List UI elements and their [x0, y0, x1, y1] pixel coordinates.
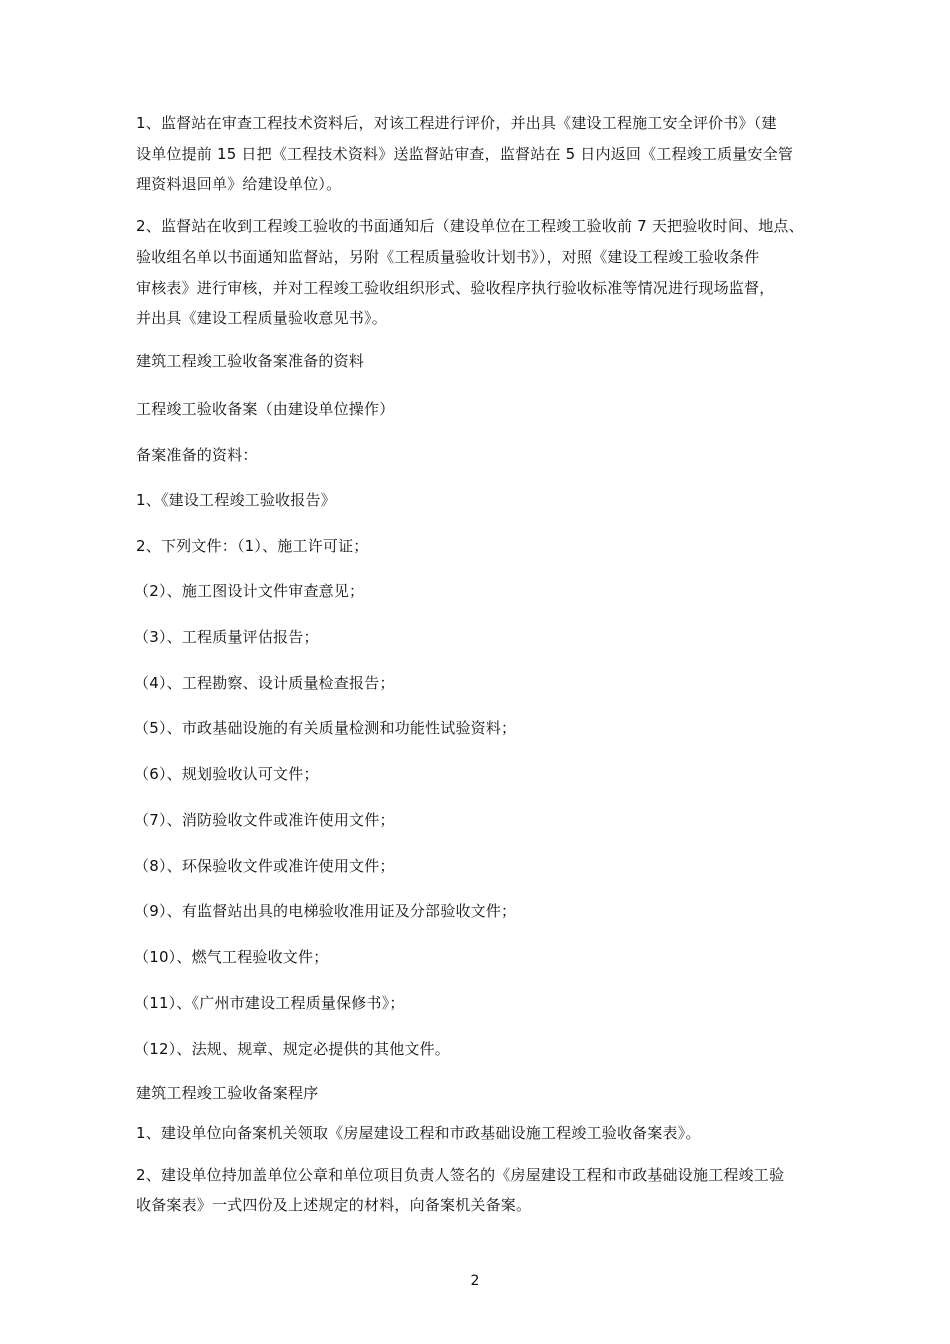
paragraph-1-line-3: 理资料退回单》给建设单位）。 [136, 175, 342, 193]
paragraph-1-line-2: 设单位提前 15 日把《工程技术资料》送监督站审查，监督站在 5 日内返回《工程竣工质量安全管 [136, 145, 794, 163]
list-item: 2、下列文件：（1）、施工许可证； [136, 537, 369, 555]
list-item: （12）、法规、规章、规定必提供的其他文件。 [134, 1040, 450, 1058]
heading-filing-procedure: 建筑工程竣工验收备案程序 [136, 1084, 319, 1102]
list-item: 1、《建设工程竣工验收报告》 [136, 491, 336, 509]
list-item: （9）、有监督站出具的电梯验收准用证及分部验收文件； [134, 902, 517, 920]
list-item: （4）、工程勘察、设计质量检查报告； [134, 674, 395, 692]
procedure-step-1: 1、建设单位向备案机关领取《房屋建设工程和市政基础设施工程竣工验收备案表》。 [136, 1124, 701, 1142]
heading-prepared-materials: 备案准备的资料： [136, 446, 258, 464]
list-item: （5）、市政基础设施的有关质量检测和功能性试验资料； [134, 719, 517, 737]
procedure-step-2-line-2: 收备案表》一式四份及上述规定的材料，向备案机关备案。 [136, 1196, 532, 1214]
page-number: 2 [470, 1273, 480, 1289]
paragraph-2-line-4: 并出具《建设工程质量验收意见书》。 [136, 309, 387, 327]
list-item: （3）、工程质量评估报告； [134, 628, 319, 646]
list-item: （7）、消防验收文件或准许使用文件； [134, 811, 395, 829]
list-item: （10）、燃气工程验收文件； [134, 948, 329, 966]
list-item: （6）、规划验收认可文件； [134, 765, 319, 783]
procedure-step-2-line-1: 2、建设单位持加盖单位公章和单位项目负责人签名的《房屋建设工程和市政基础设施工程竣工验 [136, 1166, 785, 1184]
paragraph-2-line-1: 2、监督站在收到工程竣工验收的书面通知后（建设单位在工程竣工验收前 7 天把验收时间、地点、 [136, 217, 804, 235]
heading-filing-by-builder: 工程竣工验收备案（由建设单位操作） [136, 400, 395, 418]
list-item: （11）、《广州市建设工程质量保修书》； [134, 994, 405, 1012]
paragraph-2-line-2: 验收组名单以书面通知监督站，另附《工程质量验收计划书》），对照《建设工程竣工验收条件 [136, 248, 760, 266]
heading-filing-materials: 建筑工程竣工验收备案准备的资料 [136, 352, 365, 370]
paragraph-1-line-1: 1、监督站在审查工程技术资料后，对该工程进行评价，并出具《建设工程施工安全评价书》（建 [136, 114, 777, 132]
paragraph-2-line-3: 审核表》进行审核，并对工程竣工验收组织形式、验收程序执行验收标准等情况进行现场监督， [136, 279, 775, 297]
list-item: （2）、施工图设计文件审查意见； [134, 582, 365, 600]
list-item: （8）、环保验收文件或准许使用文件； [134, 857, 395, 875]
